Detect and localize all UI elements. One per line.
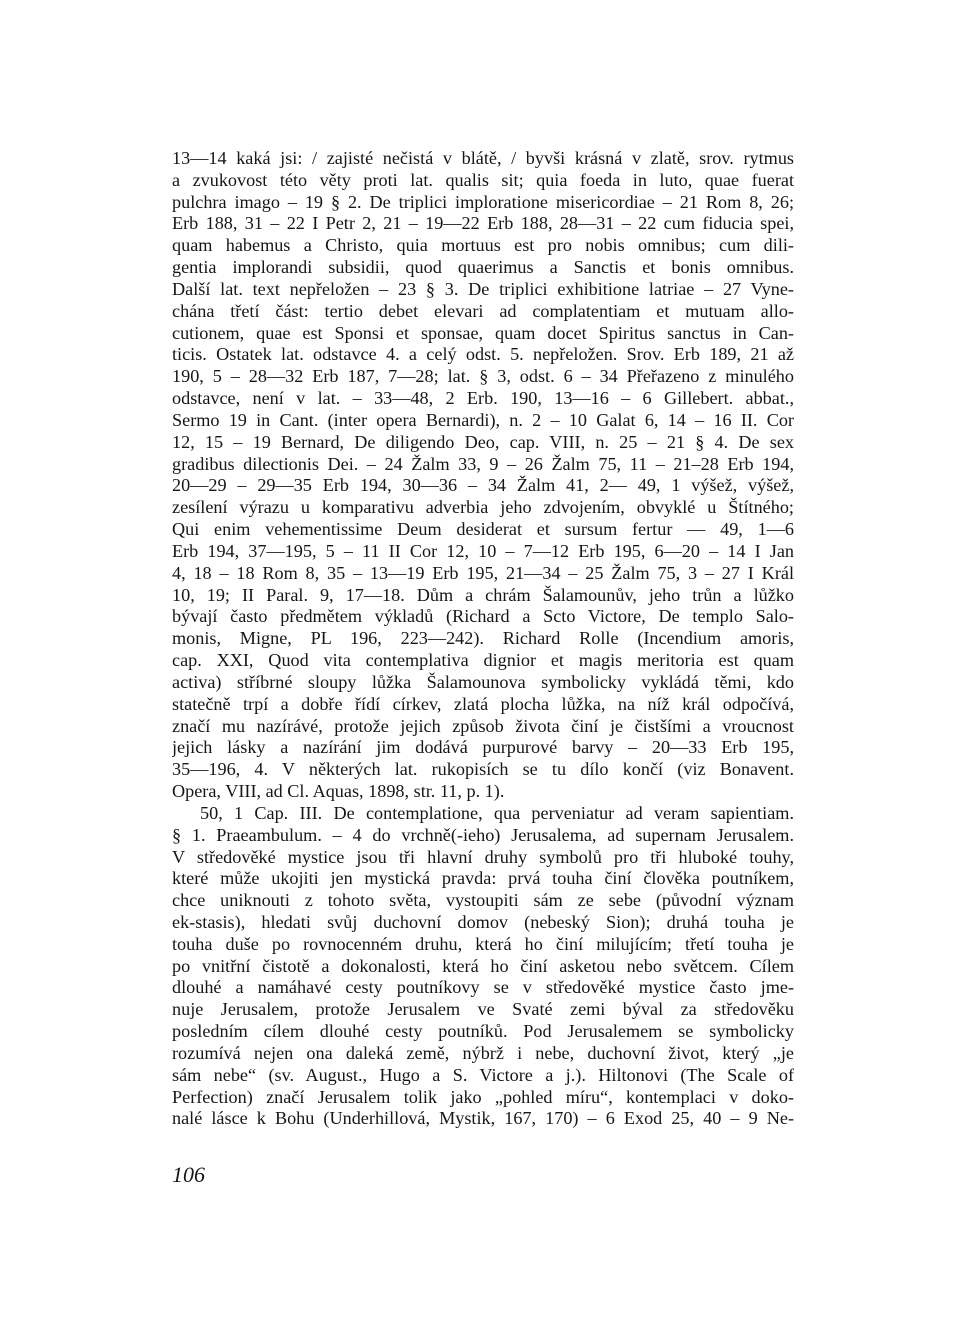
text-line: ek-stasis), hledati svůj duchovní domov (nebeský Sion); druhá touha je bbox=[172, 911, 794, 932]
text-line: pulchra imago – 19 § 2. De triplici imploratione misericordiae – 21 Rom 8, 26; bbox=[172, 191, 794, 212]
page-number: 106 bbox=[172, 1162, 205, 1187]
text-line: 50, 1 Cap. III. De contemplatione, qua perveniatur ad veram sapientiam. bbox=[200, 802, 794, 823]
text-line: Sermo 19 in Cant. (inter opera Bernardi), n. 2 – 10 Galat 6, 14 – 16 II. Cor bbox=[172, 409, 794, 430]
text-line: gradibus dilectionis Dei. – 24 Žalm 33, 9 – 26 Žalm 75, 11 – 21–28 Erb 194, bbox=[172, 453, 794, 474]
text-line: gentia implorandi subsidii, quod quaerimus a Sanctis et bonis omnibus. bbox=[172, 257, 794, 278]
text-line: bývají často předmětem výkladů (Richard a Scto Victore, De templo Salo- bbox=[172, 606, 794, 627]
text-line: Opera, VIII, ad Cl. Aquas, 1898, str. 11, p. 1). bbox=[172, 781, 505, 802]
text-line: 35—196, 4. V některých lat. rukopisích se tu dílo končí (viz Bonavent. bbox=[172, 759, 794, 780]
text-line: jejich lásky a nazírání jim dodává purpurové barvy – 20—33 Erb 195, bbox=[172, 737, 794, 758]
text-line: sám nebe“ (sv. August., Hugo a S. Victore a j.). Hiltonovi (The Scale of bbox=[172, 1064, 794, 1085]
text-line: 12, 15 – 19 Bernard, De diligendo Deo, cap. VIII, n. 25 – 21 § 4. De sex bbox=[172, 431, 794, 452]
text-line: § 1. Praeambulum. – 4 do vrchně(-ieho) Jerusalema, ad supernam Jerusalem. bbox=[172, 824, 794, 845]
text-line: rozumívá nejen ona daleká země, nýbrž i nebe, duchovní život, který „je bbox=[172, 1042, 794, 1063]
text-line: Qui enim vehementissime Deum desiderat et sursum fertur — 49, 1—6 bbox=[172, 519, 794, 540]
text-line: značí mu nazírávé, protože jejich způsob života činí je čistšími a vroucnost bbox=[172, 715, 794, 736]
text-line: 190, 5 – 28—32 Erb 187, 7—28; lat. § 3, odst. 6 – 34 Přeřazeno z minulého bbox=[172, 366, 794, 387]
text-line: chce uniknouti z tohoto světa, vystoupiti sám ze sebe (původní význam bbox=[172, 890, 794, 911]
text-line: 13—14 kaká jsi: / zajisté nečistá v blátě, / byvši krásná v zlatě, srov. rytmus bbox=[172, 148, 794, 168]
text-line: nuje Jerusalem, protože Jerusalem ve Svaté zemi býval za středověku bbox=[172, 999, 794, 1020]
text-line: posledním cílem dlouhé cesty poutníků. Pod Jerusalemem se symbolicky bbox=[172, 1021, 794, 1042]
text-line: Erb 188, 31 – 22 I Petr 2, 21 – 19—22 Erb 188, 28—31 – 22 cum fiducia spei, bbox=[172, 213, 794, 234]
text-line: které může ukojiti jen mystická pravda: prvá touha činí člověka poutníkem, bbox=[172, 868, 794, 889]
text-line: Perfection) značí Jerusalem tolik jako „pohled míru“, kontemplaci v doko- bbox=[172, 1086, 794, 1107]
text-line: 10, 19; II Paral. 9, 17—18. Dům a chrám Šalamounův, jeho trůn a lůžko bbox=[172, 584, 794, 605]
text-line: chána třetí část: tertio debet elevari ad complatentiam et mutuam allo- bbox=[172, 300, 794, 321]
text-line: 20—29 – 29—35 Erb 194, 30—36 – 34 Žalm 41, 2— 49, 1 výšež, výšež, bbox=[172, 475, 794, 496]
text-line: ticis. Ostatek lat. odstavce 4. a celý odst. 5. nepřeložen. Srov. Erb 189, 21 až bbox=[172, 344, 794, 365]
text-line: dlouhé a namáhavé cesty poutníkovy se v středověké mystice často jme- bbox=[172, 977, 794, 998]
text-line: monis, Migne, PL 196, 223—242). Richard Rolle (Incendium amoris, bbox=[172, 628, 794, 649]
text-line: V středověké mystice jsou tři hlavní druhy symbolů pro tři hluboké touhy, bbox=[172, 846, 794, 867]
text-line: cap. XXI, Quod vita contemplativa dignior et magis meritoria est quam bbox=[172, 650, 794, 671]
text-line: 4, 18 – 18 Rom 8, 35 – 13—19 Erb 195, 21—34 – 25 Žalm 75, 3 – 27 I Král bbox=[172, 562, 794, 583]
commentary-text bbox=[172, 148, 794, 1130]
text-line: statečně trpí a dobře řídí církev, zlatá plocha lůžka, na níž král odpočívá, bbox=[172, 693, 794, 714]
text-line: cutionem, quae est Sponsi et sponsae, quam docet Spiritus sanctus in Can- bbox=[172, 322, 794, 343]
text-line: Erb 194, 37—195, 5 – 11 II Cor 12, 10 – 7—12 Erb 195, 6—20 – 14 I Jan bbox=[172, 540, 794, 561]
text-line: a zvukovost této věty proti lat. qualis sit; quia foeda in luto, quae fuerat bbox=[172, 169, 794, 190]
text-line: po vnitřní čistotě a dokonalosti, která ho činí asketou nebo světcem. Cílem bbox=[172, 955, 794, 976]
text-line: quam habemus a Christo, quia mortuus est pro nobis omnibus; cum dili- bbox=[172, 235, 794, 256]
text-line: odstavce, není v lat. – 33—48, 2 Erb. 190, 13—16 – 6 Gillebert. abbat., bbox=[172, 388, 794, 409]
text-line: nalé lásce k Bohu (Underhillová, Mystik, 167, 170) – 6 Exod 25, 40 – 9 Ne- bbox=[172, 1108, 794, 1129]
text-line: activa) stříbrné sloupy lůžka Šalamounova symbolicky vykládá těmi, kdo bbox=[172, 671, 794, 692]
text-line: touha duše po rovnocenném druhu, která ho činí milujícím; třetí touha je bbox=[172, 933, 794, 954]
text-line: Další lat. text nepřeložen – 23 § 3. De triplici exhibitione latriae – 27 Vyne- bbox=[172, 278, 794, 299]
text-line: zesílení výrazu u komparativu adverbia jeho zdvojením, obvyklé u Štítného; bbox=[172, 497, 794, 518]
